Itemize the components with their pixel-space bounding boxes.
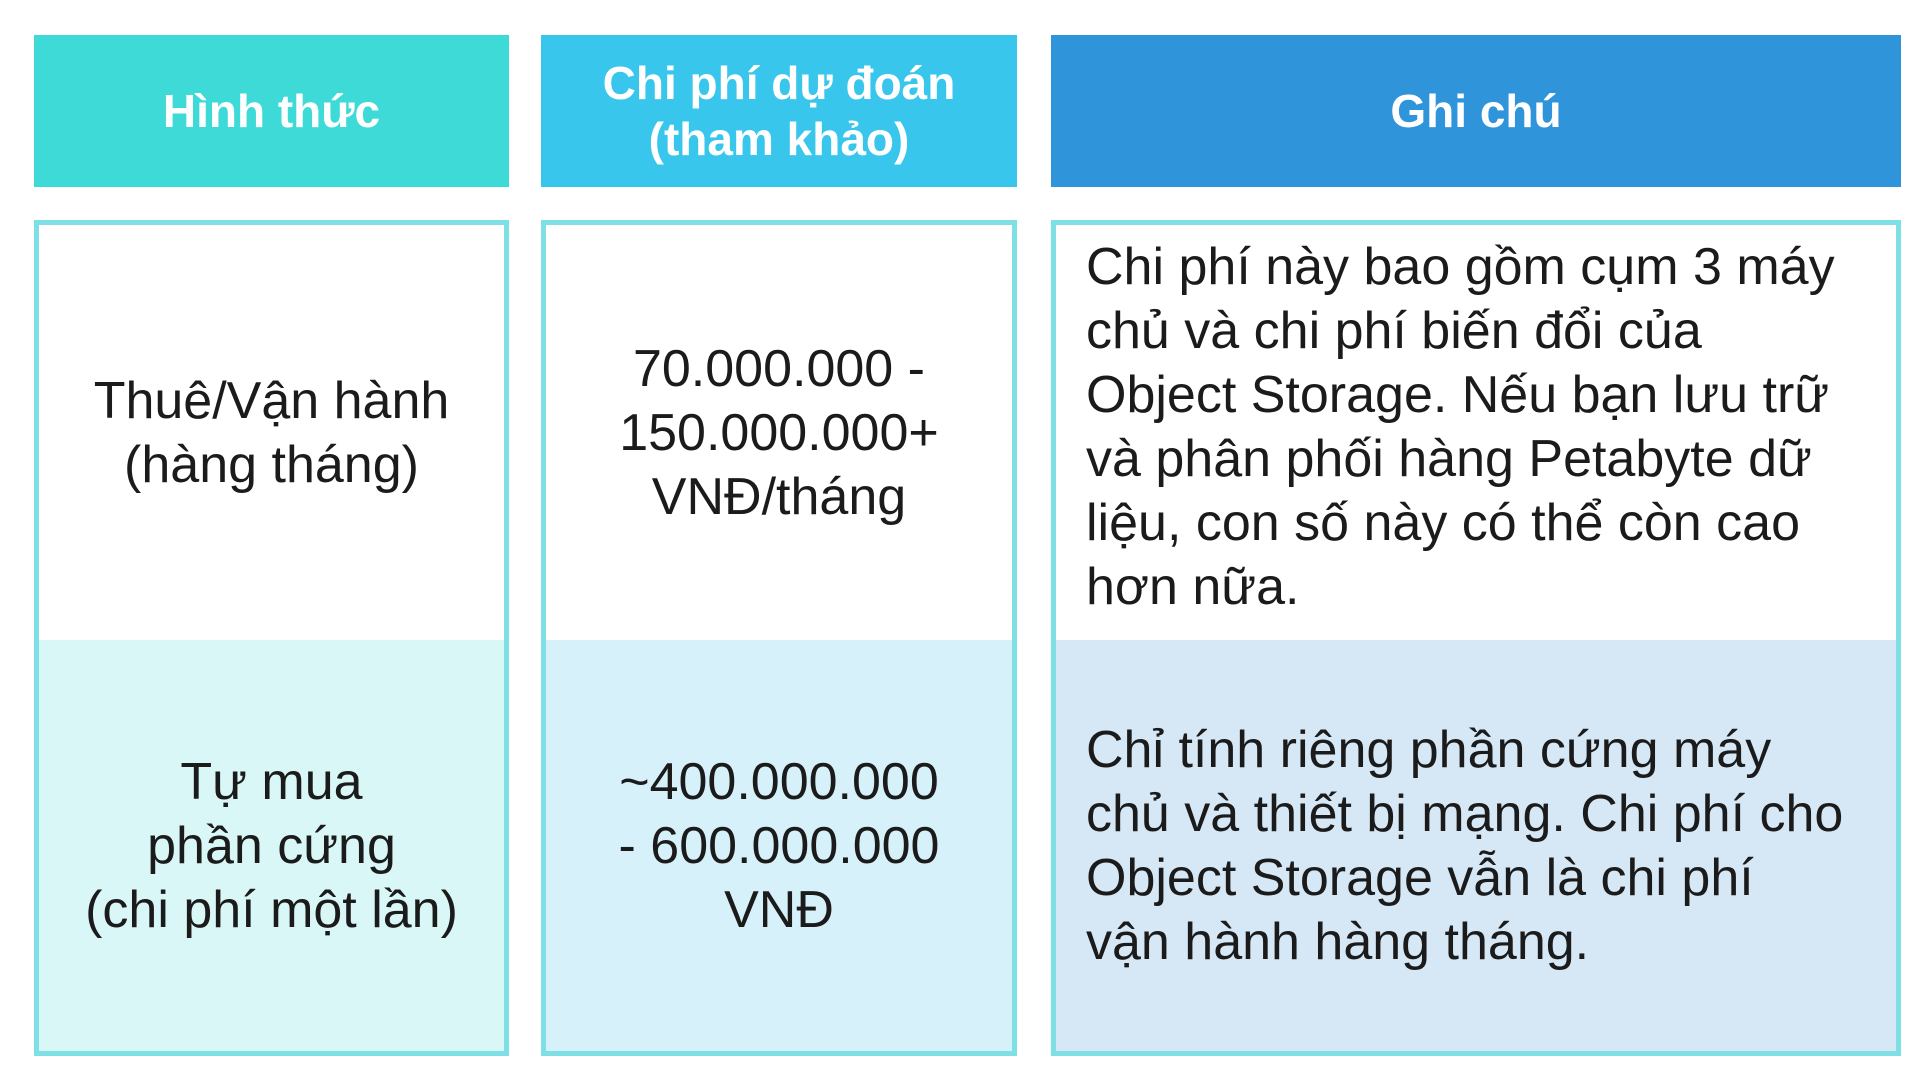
cell-note-rent-text: Chi phí này bao gồm cụm 3 máy chủ và chi phí biến đổi của Object Storage. Nếu bạn lưu trữ và phân phối hàng Petabyte dữ liệu, con số này có thể còn cao hơn nữa. <box>1086 238 1835 616</box>
header-cost <box>541 35 1017 187</box>
cell-form-rent <box>39 225 504 640</box>
cell-cost-rent <box>546 225 1012 640</box>
header-form <box>34 35 509 187</box>
cell-cost-buy-text: ~400.000.000 - 600.000.000 VNĐ <box>618 752 940 939</box>
cell-note-rent <box>1056 225 1896 640</box>
cell-form-buy-text: Tự mua phần cứng (chi phí một lần) <box>85 752 458 939</box>
header-note <box>1051 35 1901 187</box>
cell-form-rent-text: Thuê/Vận hành (hàng tháng) <box>93 371 450 494</box>
column-cost <box>541 220 1017 1056</box>
cell-form-buy <box>39 640 504 1051</box>
cell-cost-buy <box>546 640 1012 1051</box>
cell-cost-rent-text: 70.000.000 - 150.000.000+ VNĐ/tháng <box>619 339 939 526</box>
column-form <box>34 220 509 1056</box>
header-note-label: Ghi chú <box>1390 85 1562 137</box>
cell-note-buy-text: Chỉ tính riêng phần cứng máy chủ và thiết bị mạng. Chi phí cho Object Storage vẫn là chi phí vận hành hàng tháng. <box>1086 720 1844 971</box>
header-form-label: Hình thức <box>162 85 381 137</box>
column-note <box>1051 220 1901 1056</box>
header-cost-label: Chi phí dự đoán (tham khảo) <box>602 57 956 165</box>
cell-note-buy <box>1056 640 1896 1051</box>
